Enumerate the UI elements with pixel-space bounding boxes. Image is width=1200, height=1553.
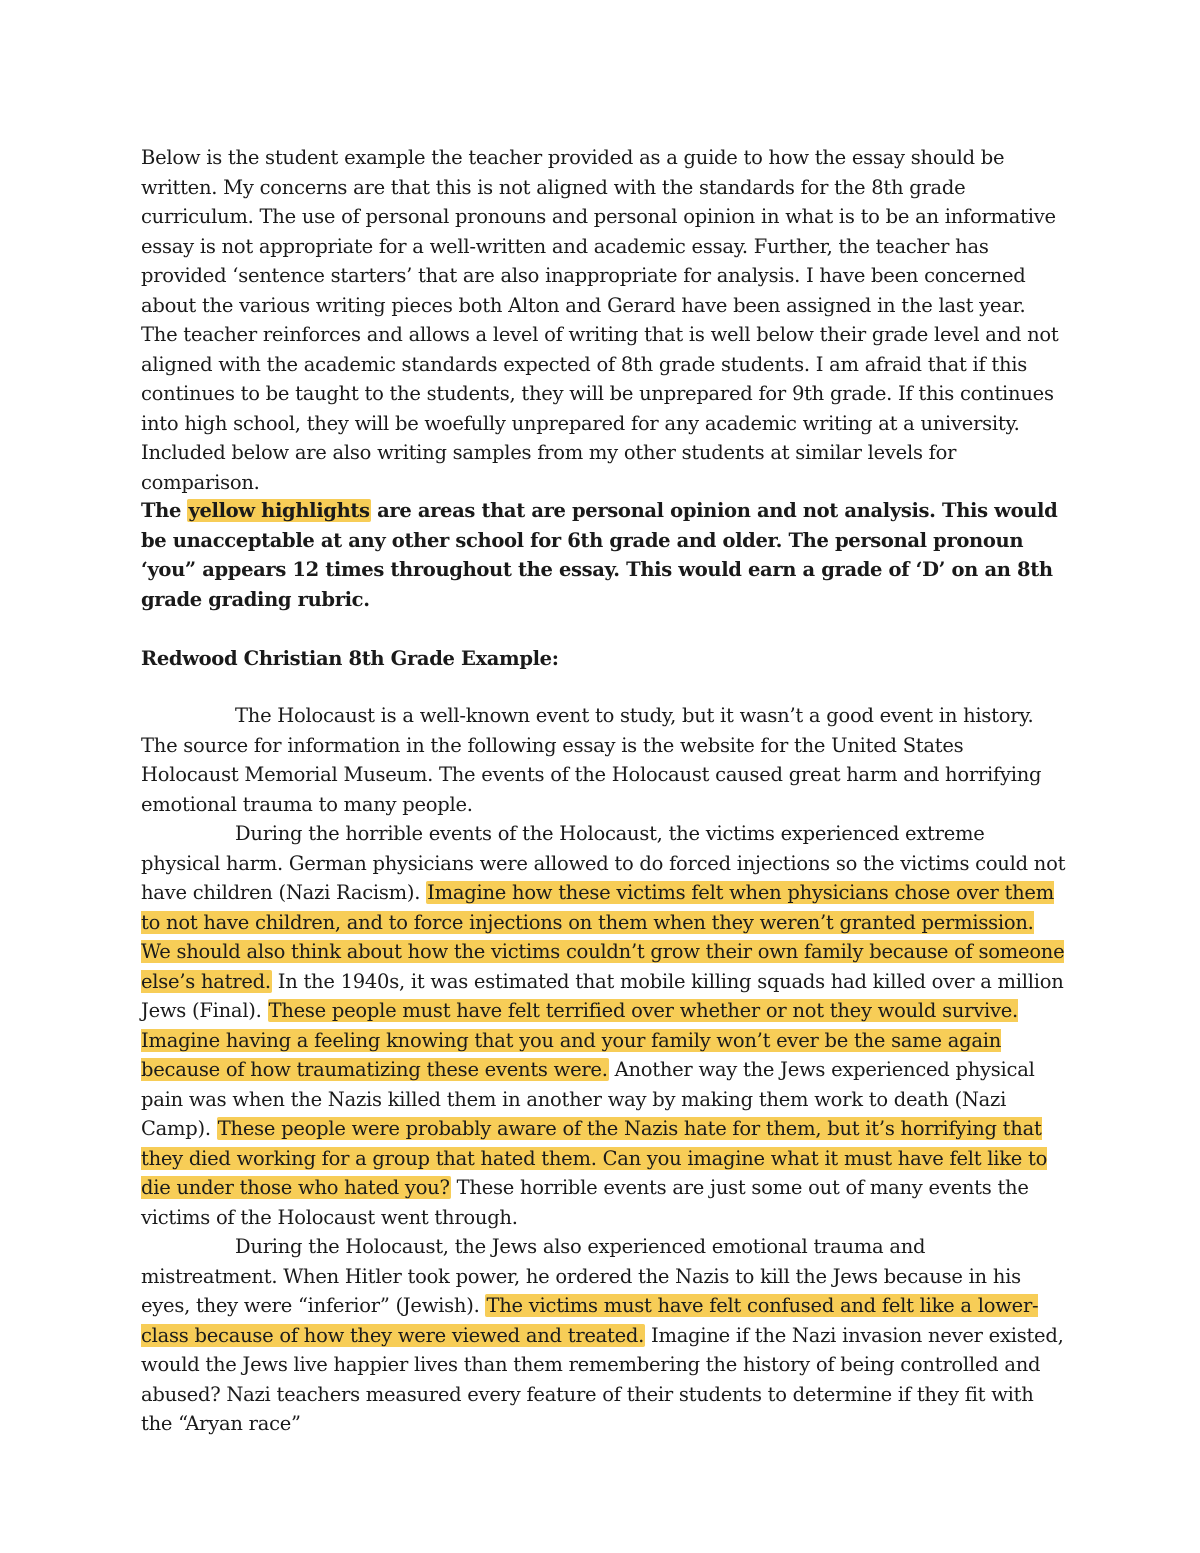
essay-sentence: During the horrible events of the Holocaust, the victims experienced extreme physical harm. German physicians were allowed to do forced injections so the victims could not have children (Nazi Racism). (141, 822, 1066, 904)
opinion-highlight: The victims must have felt confused and felt like a lower-class because of how they were viewed and treated. (141, 1294, 1039, 1347)
example-heading: Redwood Christian 8th Grade Example: (141, 647, 559, 670)
essay-sentence: In the 1940s, it was estimated that mobile killing squads had killed over a million Jews (Final). (141, 969, 1064, 1022)
note-rest: are areas that are personal opinion and not analysis. This would be unacceptable at any other school for 6th grade and older. The personal pronoun ‘you” appears 12 times throughout the essay. This would earn a grade of ‘D’ on an 8th grade grading rubric. (141, 499, 1058, 611)
essay-body (141, 701, 1066, 1439)
essay-sentence: Another way the Jews experienced physical pain was when the Nazis killed them in another way by making them work to death (Nazi Camp). (141, 1058, 1035, 1140)
highlight-note (141, 496, 1066, 614)
essay-paragraph-3 (141, 1232, 1066, 1439)
essay-paragraph-1: The Holocaust is a well-known event to study, but it wasn’t a good event in history. The source for information in the following essay is the website for the United States Holocaust Memorial Museum. The events of the Holocaust caused great harm and horrifying emotional trauma to many people. (141, 704, 1042, 816)
note-lead: The (141, 499, 188, 522)
essay-sentence: During the Holocaust, the Jews also experienced emotional trauma and mistreatment. When Hitler took power, he ordered the Nazis to kill the Jews because in his eyes, they were “inferior” (Jewish). (141, 1235, 1021, 1317)
opinion-highlight: These people were probably aware of the Nazis hate for them, but it’s horrifying that they died working for a group that hated them. Can you imagine what it must have felt like to die under those who hated you? (141, 1117, 1048, 1199)
intro-paragraph: Below is the student example the teacher provided as a guide to how the essay should be written. My concerns are that this is not aligned with the standards for the 8th grade curriculum. The use of personal pronouns and personal opinion in what is to be an informative essay is not appropriate for a well-written and academic essay. Further, the teacher has provided ‘sentence starters’ that are also inappropriate for analysis. I have been concerned about the various writing pieces both Alton and Gerard have been assigned in the last year. The teacher reinforces and allows a level of writing that is well below their grade level and not aligned with the academic standards expected of 8th grade students. I am afraid that if this continues to be taught to the students, they will be unprepared for 9th grade. If this continues into high school, they will be woefully unprepared for any academic writing at a university. Included below are also writing samples from my other students at similar levels for comparison. (141, 146, 1059, 494)
opinion-highlight: Imagine how these victims felt when physicians chose over them to not have children, and to force injections on them when they weren’t granted permission. We should also think about how the victims couldn’t grow their own family because of someone else’s hatred. (141, 881, 1065, 993)
essay-sentence: These horrible events are just some out of many events the victims of the Holocaust went through. (141, 1176, 1029, 1229)
opinion-highlight: These people must have felt terrified over whether or not they would survive. Imagine having a feeling knowing that you and your family won’t ever be the same again because of how traumatizing these events were. (141, 999, 1018, 1081)
essay-sentence: Imagine if the Nazi invasion never existed, would the Jews live happier lives than them remembering the history of being controlled and abused? Nazi teachers measured every feature of their students to determine if they fit with the “Aryan race” (141, 1323, 1064, 1435)
highlight-label: yellow highlights (188, 499, 370, 522)
essay-paragraph-2 (141, 819, 1066, 1232)
